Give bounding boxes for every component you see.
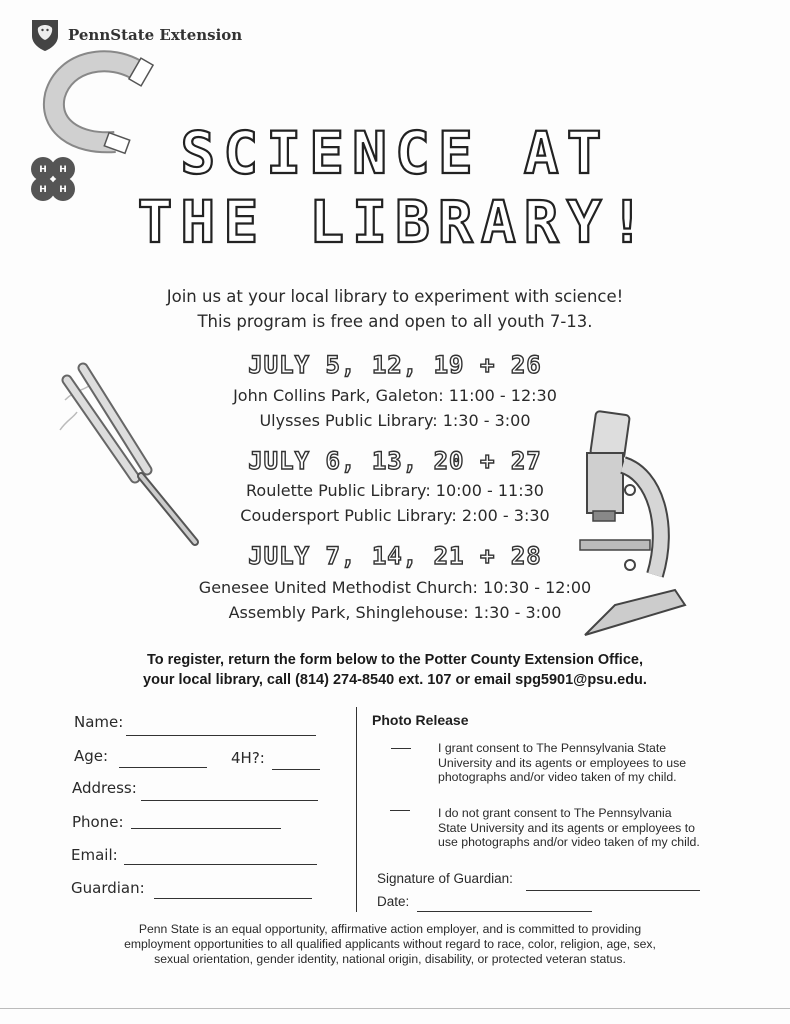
nittany-lion-shield-icon [30, 18, 60, 52]
four-h-field[interactable] [272, 769, 320, 770]
four-h-label: 4H?: [231, 749, 265, 767]
consent-yes-checkbox-line[interactable] [391, 748, 411, 749]
photo-release-title: Photo Release [372, 712, 469, 728]
form-divider [356, 707, 357, 912]
intro-line-1: Join us at your local library to experiment with science! [166, 287, 624, 306]
consent-no-checkbox-line[interactable] [390, 810, 410, 811]
svg-text:H: H [39, 185, 47, 195]
phone-field[interactable] [131, 828, 281, 829]
age-label: Age: [74, 747, 109, 765]
bottom-rule [0, 1008, 790, 1009]
guardian-label: Guardian: [71, 879, 145, 897]
signature-label: Signature of Guardian: [377, 871, 513, 886]
email-field[interactable] [124, 864, 317, 865]
pennstate-logo [30, 18, 242, 52]
brand-name: PennState Extension [68, 26, 243, 44]
schedule-dates-1: JULY 5, 12, 19 + 26 [248, 351, 542, 379]
signature-field[interactable] [526, 890, 700, 891]
svg-text:H: H [59, 185, 67, 195]
date-label: Date: [377, 894, 410, 909]
name-field[interactable] [126, 735, 316, 736]
svg-text:H: H [59, 165, 67, 175]
register-line-1: To register, return the form below to the Potter County Extension Office, [146, 652, 643, 668]
schedule-location: John Collins Park, Galeton: 11:00 - 12:30 [233, 386, 557, 405]
schedule-location: Assembly Park, Shinglehouse: 1:30 - 3:00 [228, 603, 562, 622]
svg-text:H: H [39, 165, 47, 175]
phone-label: Phone: [72, 813, 124, 831]
intro-line-2: This program is free and open to all youth 7-13. [197, 312, 593, 331]
consent-yes-text: I grant consent to The Pennsylvania State University and its agents or employees to use photographs and/or video taken of my child. [438, 741, 687, 784]
schedule-location: Coudersport Public Library: 2:00 - 3:30 [240, 506, 550, 525]
equal-opportunity-statement: Penn State is an equal opportunity, affirmative action employer, and is committed to providing employment opportunities to all qualified applicants without regard to race, color, religion, age, sex, sexual orientation, gender identity, national origin, disability, or protected veteran status. [124, 922, 656, 966]
schedule-location: Roulette Public Library: 10:00 - 11:30 [246, 481, 544, 500]
address-field[interactable] [141, 800, 318, 801]
title-line-2: THE LIBRARY! [137, 188, 653, 256]
name-label: Name: [74, 713, 124, 731]
schedule-location: Genesee United Methodist Church: 10:30 - 12:00 [198, 578, 592, 597]
schedule-location: Ulysses Public Library: 1:30 - 3:00 [259, 411, 531, 430]
date-field[interactable] [417, 911, 592, 912]
register-line-2: your local library, call (814) 274-8540 ext. 107 or email spg5901@psu.edu. [143, 672, 647, 688]
email-label: Email: [71, 846, 118, 864]
title-line-1: SCIENCE AT [180, 119, 610, 187]
address-label: Address: [72, 779, 137, 797]
schedule-dates-3: JULY 7, 14, 21 + 28 [248, 542, 542, 570]
age-field[interactable] [119, 767, 207, 768]
guardian-field[interactable] [154, 898, 312, 899]
schedule-dates-2: JULY 6, 13, 20 + 27 [248, 447, 542, 475]
consent-no-text: I do not grant consent to The Pennsylvania State University and its agents or employees to use photographs and/or video taken of my child. [438, 806, 700, 849]
